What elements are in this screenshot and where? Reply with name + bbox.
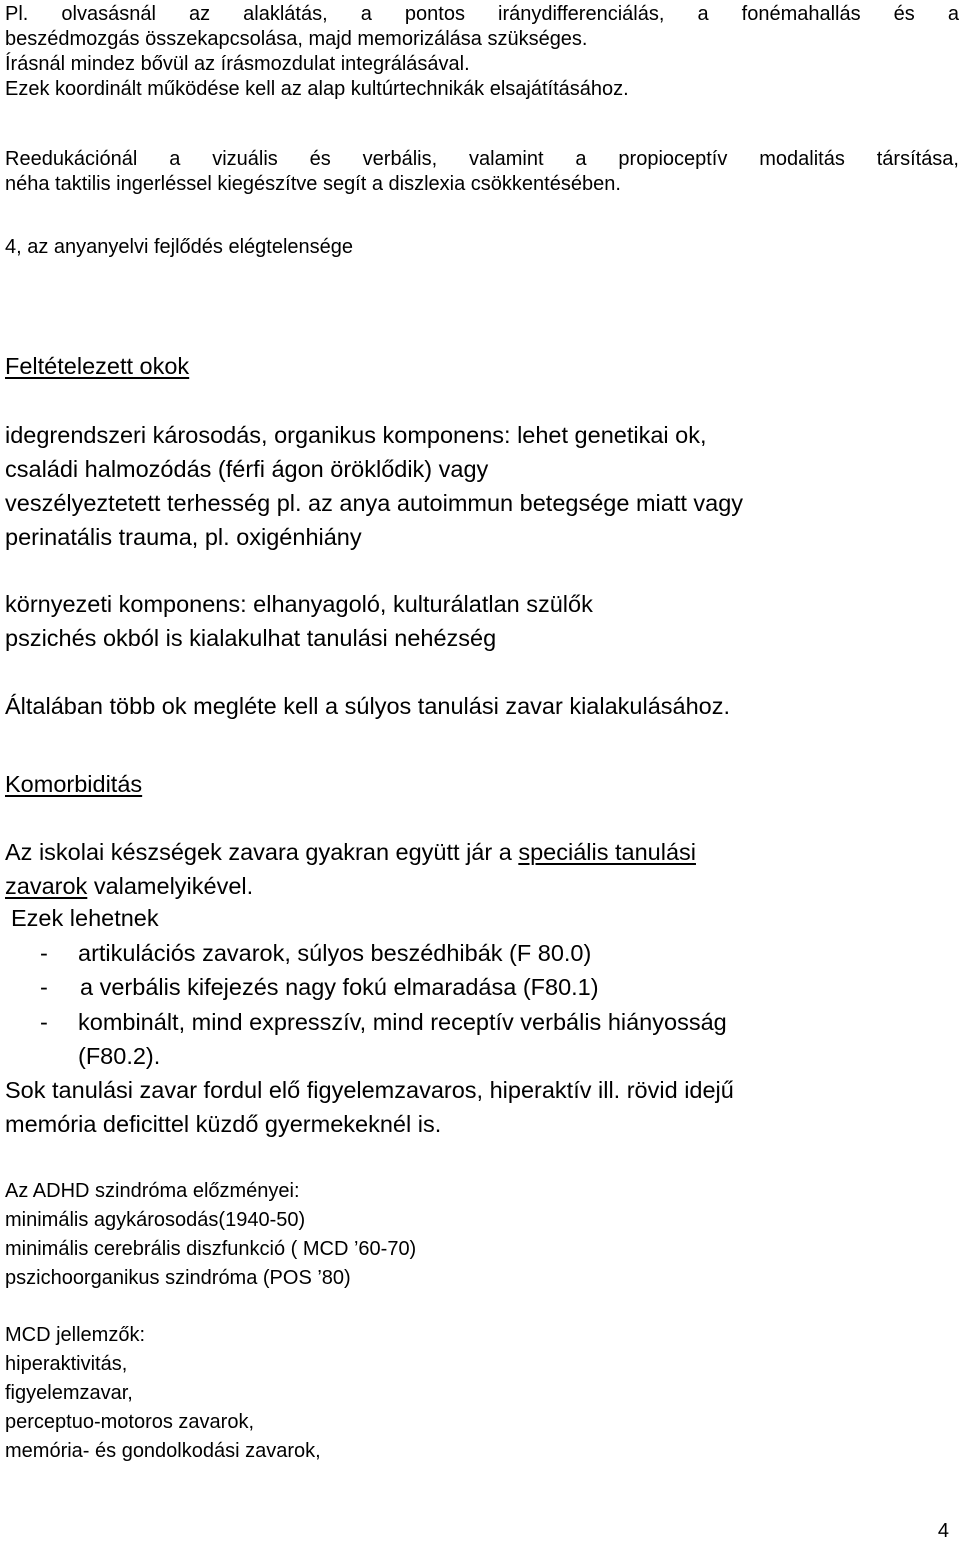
list-item-text: a verbális kifejezés nagy fokú elmaradása (F80.1) <box>80 974 599 1000</box>
text-line: perceptuo-motoros zavarok, <box>5 1411 255 1433</box>
text-line: pszichés okból is kialakulhat tanulási nehézség <box>5 625 497 651</box>
heading-causes: Feltételezett okok <box>5 353 190 379</box>
text-line: veszélyeztetett terhesség pl. az anya autoimmun betegsége miatt vagy <box>5 490 744 516</box>
text-line: Pl. olvasásnál az alaklátás, a pontos iránydifferenciálás, a fonémahallás és a <box>5 3 959 25</box>
text-line <box>5 869 696 903</box>
specific-learning-disorders-link-cont: zavarok <box>5 873 88 899</box>
dash-marker: - <box>40 940 48 966</box>
text-line: Írásnál mindez bővül az írásmozdulat integrálásával. <box>5 53 470 75</box>
dash-marker: - <box>40 974 48 1000</box>
text-line: memória- és gondolkodási zavarok, <box>5 1440 321 1462</box>
paragraph-attention <box>5 1073 734 1141</box>
text-line: Sok tanulási zavar fordul elő figyelemzavaros, hiperaktív ill. rövid idejű <box>5 1077 734 1103</box>
text-line: néha taktilis ingerléssel kiegészítve segít a diszlexia csökkentésében. <box>5 173 621 195</box>
list-item-text: artikulációs zavarok, súlyos beszédhibák (F 80.0) <box>78 940 592 966</box>
text-line: figyelemzavar, <box>5 1382 133 1404</box>
text-line: hiperaktivitás, <box>5 1353 128 1375</box>
text-line: Ezek koordinált működése kell az alap kultúrtechnikák elsajátításához. <box>5 78 629 100</box>
list-item-text: kombinált, mind expresszív, mind receptív verbális hiányosság <box>78 1009 727 1035</box>
text-line: pszichoorganikus szindróma (POS ’80) <box>5 1267 351 1289</box>
text-line: minimális agykárosodás(1940-50) <box>5 1209 306 1231</box>
text-line: minimális cerebrális diszfunkció ( MCD ’60-70) <box>5 1238 417 1260</box>
paragraph-environmental-causes <box>5 587 593 655</box>
paragraph-comorbidity <box>5 835 696 903</box>
list-intro: Ezek lehetnek <box>11 905 159 931</box>
text-line: Reedukációnál a vizuális és verbális, valamint a propioceptív modalitás társítása, <box>5 148 959 170</box>
heading-comorbidity: Komorbiditás <box>5 771 143 797</box>
paragraph-summary: Általában több ok megléte kell a súlyos tanulási zavar kialakulásához. <box>5 693 731 719</box>
text-line: családi halmozódás (férfi ágon öröklődik) vagy <box>5 456 489 482</box>
text-line: idegrendszeri károsodás, organikus komponens: lehet genetikai ok, <box>5 422 707 448</box>
dash-marker: - <box>40 1009 48 1035</box>
text-line: Az ADHD szindróma előzményei: <box>5 1180 300 1202</box>
text-line: MCD jellemzők: <box>5 1324 146 1346</box>
specific-learning-disorders-link: speciális tanulási <box>518 839 696 865</box>
paragraph-organic-causes <box>5 418 743 554</box>
text-line: perinatális trauma, pl. oxigénhiány <box>5 524 362 550</box>
list-item-4: 4, az anyanyelvi fejlődés elégtelensége <box>5 236 354 258</box>
mcd-features-list <box>5 1321 321 1466</box>
text-span: Az iskolai készségek zavara gyakran együtt jár a <box>5 839 519 865</box>
text-line: beszédmozgás összekapcsolása, majd memorizálása szükséges. <box>5 28 588 50</box>
text-line <box>5 835 696 869</box>
adhd-history-list <box>5 1177 416 1293</box>
page-number: 4 <box>937 1520 949 1542</box>
text-line: környezeti komponens: elhanyagoló, kulturálatlan szülők <box>5 591 593 617</box>
text-line: memória deficittel küzdő gyermekeknél is. <box>5 1111 442 1137</box>
paragraph-reeducation <box>5 147 959 197</box>
paragraph-reading <box>5 2 959 102</box>
text-span: valamelyikével. <box>87 873 254 899</box>
list-item-continuation: (F80.2). <box>78 1043 161 1069</box>
